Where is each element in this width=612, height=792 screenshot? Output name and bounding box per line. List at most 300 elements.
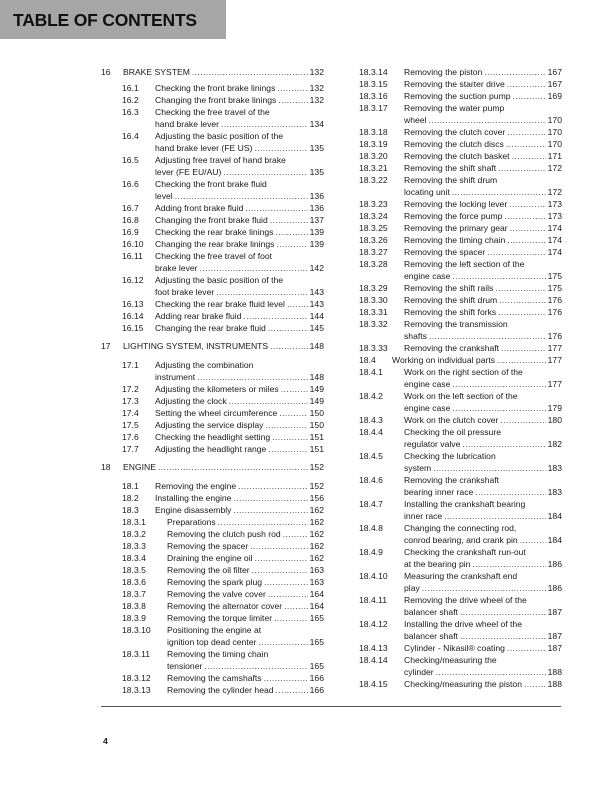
toc-page-number: 144 [309,311,324,321]
dot-leader [284,600,308,612]
toc-entry[interactable] [359,546,562,570]
toc-entry-number: 18.4.4 [359,427,383,437]
toc-entry-title: Removing the shift drum [404,295,498,305]
toc-page-number: 143 [309,299,324,309]
toc-entry-title: Changing the rear brake linings [155,239,275,249]
toc-entry[interactable] [101,528,324,540]
toc-entry-title: Removing the timing chain [167,649,269,659]
dot-leader [513,90,546,102]
toc-entry-title: cylinder [404,667,434,677]
toc-entry-number: 17.7 [122,444,139,454]
toc-entry-number: 18.3.30 [359,295,388,305]
toc-entry-title: Removing the clutch push rod [167,529,281,539]
toc-entry-number: 18.4.15 [359,679,388,689]
dot-leader [223,166,307,178]
footer-divider [101,706,561,707]
toc-entry-number: 18.4.3 [359,415,383,425]
toc-entry[interactable] [359,246,562,258]
toc-page-number: 164 [309,589,324,599]
toc-page-number: 174 [547,235,562,245]
toc-entry-number: 18.3.13 [122,685,151,695]
toc-entry[interactable] [101,395,324,407]
dot-leader [452,270,545,282]
toc-entry[interactable] [101,238,324,250]
dot-leader [498,162,545,174]
toc-entry-title: Removing the spacer [404,247,486,257]
toc-page-number: 186 [547,583,562,593]
toc-entry[interactable] [359,642,562,654]
dot-leader [429,330,546,342]
toc-entry-title: Measuring the crankshaft end [404,571,518,581]
toc-entry-title: hand brake lever (FE US) [155,143,253,153]
dot-leader [460,630,546,642]
toc-entry-title: inner race [404,511,443,521]
toc-entry-number: 18.3.11 [122,649,151,659]
dot-leader [216,286,307,298]
dot-leader [250,540,307,552]
toc-page-number: 132 [309,83,324,93]
toc-entry[interactable] [359,354,562,366]
toc-page-number: 150 [309,420,324,430]
toc-entry[interactable] [359,342,562,354]
toc-entry-title: Checking/measuring the [404,655,497,665]
toc-entry-title: Work on the left section of the [404,391,518,401]
toc-entry-title: Changing the front brake fluid [155,215,268,225]
toc-entry[interactable] [101,480,324,492]
toc-entry[interactable] [101,322,324,334]
toc-page-number: 143 [309,287,324,297]
toc-entry[interactable] [359,450,562,474]
toc-page-number: 187 [547,643,562,653]
toc-entry-number: 16.10 [122,239,144,249]
toc-entry[interactable] [359,474,562,498]
dot-leader [192,66,308,78]
dot-leader [218,516,308,528]
toc-entry-title: Positioning the engine at [167,625,262,635]
dot-leader [436,666,546,678]
toc-entry[interactable] [101,154,324,178]
toc-page-number: 165 [309,661,324,671]
toc-entry-number: 17.1 [122,360,139,370]
toc-entry[interactable] [101,202,324,214]
dot-leader [243,310,307,322]
toc-entry[interactable] [101,461,324,473]
toc-entry-title: Removing the shift forks [404,307,497,317]
toc-entry-title: Checking the free travel of foot [155,251,273,261]
toc-entry-title: Removing the oil filter [167,565,250,575]
toc-entry-title: Changing the connecting rod, [404,523,517,533]
toc-page-number: 151 [309,432,324,442]
dot-leader [500,414,545,426]
toc-entry-title: regulator valve [404,439,461,449]
toc-entry-title: play [404,583,420,593]
dot-leader [495,282,545,294]
toc-entry[interactable] [359,66,562,78]
toc-entry-number: 18.3 [122,505,139,515]
toc-entry-number: 17.6 [122,432,139,442]
toc-entry[interactable] [101,684,324,696]
toc-page-number: 162 [309,517,324,527]
toc-page-number: 186 [547,559,562,569]
toc-entry[interactable] [359,174,562,198]
toc-entry[interactable] [101,106,324,130]
dot-leader [278,94,307,106]
dot-leader [506,138,546,150]
toc-entry-number: 18.3.22 [359,175,388,185]
toc-entry[interactable] [359,678,562,690]
toc-entry[interactable] [101,383,324,395]
toc-page-number: 156 [309,493,324,503]
dot-leader [501,342,546,354]
toc-entry-title: Checking the lubrication [404,451,496,461]
toc-entry-title: Adjusting the combination [155,360,254,370]
toc-page-number: 170 [547,139,562,149]
toc-page-number: 135 [309,143,324,153]
dot-leader [245,202,307,214]
toc-entry-number: 17.3 [122,396,139,406]
toc-page-number: 162 [309,541,324,551]
toc-entry[interactable] [101,178,324,202]
dot-leader [524,678,546,690]
toc-entry-title: system [404,463,432,473]
toc-page-number: 135 [309,167,324,177]
toc-page-number: 174 [547,223,562,233]
toc-left-column [101,66,324,696]
toc-entry-number: 18.4.10 [359,571,388,581]
toc-entry[interactable] [359,258,562,282]
dot-leader [158,461,308,473]
toc-page-number: 175 [547,283,562,293]
toc-entry[interactable] [359,390,562,414]
dot-leader [255,552,308,564]
dot-leader [268,322,308,334]
toc-entry-number: 16.8 [122,215,139,225]
toc-entry[interactable] [101,576,324,588]
toc-entry-title: brake lever [155,263,198,273]
toc-entry-number: 18.3.32 [359,319,388,329]
toc-entry[interactable] [101,443,324,455]
toc-page-number: 182 [547,439,562,449]
toc-entry-title: Working on individual parts [392,355,496,365]
toc-entry[interactable] [101,298,324,310]
toc-entry[interactable] [359,570,562,594]
toc-entry[interactable] [359,282,562,294]
toc-entry[interactable] [101,359,324,383]
dot-leader [475,486,545,498]
toc-entry[interactable] [101,612,324,624]
toc-entry[interactable] [359,162,562,174]
toc-entry[interactable] [359,210,562,222]
toc-entry-number: 18.4 [359,355,376,365]
toc-entry[interactable] [101,552,324,564]
dot-leader [276,238,307,250]
toc-page-number: 177 [547,379,562,389]
toc-entry[interactable] [359,426,562,450]
dot-leader [233,504,307,516]
toc-entry[interactable] [359,102,562,126]
dot-leader [422,582,546,594]
toc-entry-title: Checking the oil pressure [404,427,501,437]
toc-entry-number: 18.4.6 [359,475,383,485]
toc-entry[interactable] [359,618,562,642]
toc-entry-title: Removing the force pump [404,211,503,221]
dot-leader [444,510,545,522]
toc-entry-title: BRAKE SYSTEM [123,67,190,77]
toc-page-number: 170 [547,115,562,125]
toc-page-number: 176 [547,331,562,341]
toc-entry[interactable] [101,82,324,94]
dot-leader [497,354,546,366]
toc-page-number: 152 [309,481,324,491]
toc-entry-title: Setting the wheel circumference [155,408,278,418]
dot-leader [498,306,545,318]
dot-leader [433,462,545,474]
toc-entry[interactable] [101,274,324,298]
dot-leader [264,672,308,684]
toc-entry[interactable] [359,318,562,342]
toc-entry-title: Adjusting free travel of hand brake [155,155,286,165]
dot-leader [229,395,308,407]
toc-entry[interactable] [101,250,324,274]
dot-leader [428,114,545,126]
toc-entry-title: locating unit [404,187,450,197]
toc-entry-title: lever (FE EU/AU) [155,167,222,177]
dot-leader [507,642,546,654]
dot-leader [233,492,307,504]
toc-page-number: 174 [547,247,562,257]
toc-entry-title: Removing the timing chain [404,235,506,245]
toc-entry-title: Removing the engine [155,481,237,491]
toc-entry[interactable] [101,600,324,612]
toc-entry[interactable] [359,90,562,102]
dot-leader [499,294,546,306]
toc-entry[interactable] [359,234,562,246]
toc-page-number: 139 [309,227,324,237]
toc-entry-number: 18.3.21 [359,163,388,173]
toc-entry-number: 18.3.7 [122,589,146,599]
toc-entry-title: Removing the drive wheel of the [404,595,527,605]
toc-page-number: 184 [547,535,562,545]
toc-entry-title: Removing the spacer [167,541,249,551]
toc-entry-number: 18.3.1 [122,517,146,527]
toc-entry-number: 16.11 [122,251,143,261]
toc-entry-title: Removing the suction pump [404,91,511,101]
toc-entry-number: 18.3.26 [359,235,388,245]
toc-entry[interactable] [101,648,324,672]
toc-entry-number: 18.4.7 [359,499,383,509]
toc-entry-number: 16.6 [122,179,139,189]
toc-entry[interactable] [101,419,324,431]
toc-entry-number: 16.13 [122,299,144,309]
dot-leader [512,150,546,162]
toc-page-number: 152 [309,462,324,472]
toc-entry-title: ignition top dead center [167,637,257,647]
toc-entry-title: Checking the rear brake linings [155,227,274,237]
toc-entry[interactable] [101,214,324,226]
toc-entry-title: Changing the rear brake fluid [155,323,266,333]
toc-page-number: 148 [309,372,324,382]
toc-entry-number: 18.3.5 [122,565,146,575]
toc-entry-number: 18.3.20 [359,151,388,161]
toc-page-number: 136 [309,191,324,201]
toc-entry-title: Preparations [167,517,216,527]
toc-entry[interactable] [101,672,324,684]
toc-entry-number: 18.3.25 [359,223,388,233]
toc-entry[interactable] [101,130,324,154]
toc-entry[interactable] [359,654,562,678]
toc-entry[interactable] [101,492,324,504]
toc-entry[interactable] [359,414,562,426]
toc-entry[interactable] [359,366,562,390]
toc-entry-number: 16.4 [122,131,139,141]
toc-entry[interactable] [101,66,324,78]
dot-leader [175,190,308,202]
toc-page-number: 177 [547,355,562,365]
toc-entry-title: Removing the shift drum [404,175,498,185]
toc-page-number: 164 [309,601,324,611]
toc-entry[interactable] [101,624,324,648]
toc-entry-number: 18.1 [122,481,139,491]
toc-entry-title: Removing the primary gear [404,223,508,233]
dot-leader [238,480,307,492]
toc-entry-title: Removing the camshafts [167,673,262,683]
toc-entry[interactable] [101,407,324,419]
dot-leader [197,371,308,383]
toc-entry[interactable] [359,126,562,138]
toc-entry-title: Checking the rear brake fluid level [155,299,285,309]
toc-entry-number: 18.4.13 [359,643,388,653]
toc-entry-title: Removing the valve cover [167,589,266,599]
toc-entry[interactable] [359,498,562,522]
toc-entry-number: 18.3.18 [359,127,388,137]
toc-entry-number: 18.3.8 [122,601,146,611]
toc-entry[interactable] [101,540,324,552]
dot-leader [276,684,308,696]
toc-entry-number: 16.2 [122,95,139,105]
toc-entry[interactable] [101,564,324,576]
toc-entry[interactable] [101,340,324,352]
toc-page-number: 177 [547,343,562,353]
dot-leader [452,186,546,198]
toc-entry-number: 18.3.28 [359,259,388,269]
toc-entry-title: engine case [404,403,451,413]
toc-page-number: 171 [547,151,562,161]
toc-entry[interactable] [101,310,324,322]
toc-entry-number: 18.3.24 [359,211,388,221]
toc-page-number: 170 [547,127,562,137]
toc-entry[interactable] [359,306,562,318]
toc-entry-title: Changing the front brake linings [155,95,277,105]
toc-entry-number: 18.3.14 [359,67,388,77]
page-number: 4 [103,736,108,746]
toc-entry[interactable] [101,588,324,600]
toc-entry-title: Removing the crankshaft [404,475,500,485]
toc-entry-number: 16.14 [122,311,144,321]
dot-leader [287,298,308,310]
toc-entry-title: Removing the clutch discs [404,139,504,149]
toc-page-number: 187 [547,607,562,617]
toc-page-number: 172 [547,163,562,173]
toc-page-number: 176 [547,307,562,317]
toc-entry[interactable] [359,78,562,90]
toc-entry-title: foot brake lever [155,287,215,297]
toc-entry-number: 16.3 [122,107,139,117]
toc-entry[interactable] [101,226,324,238]
toc-entry-number: 16 [101,67,111,77]
toc-entry-title: Checking/measuring the piston [404,679,522,689]
dot-leader [452,402,545,414]
toc-entry-title: Removing the cylinder head [167,685,274,695]
toc-entry[interactable] [359,198,562,210]
toc-entry-title: Adjusting the basic position of the [155,275,284,285]
toc-entry-number: 18.3.2 [122,529,146,539]
toc-entry-title: Adjusting the clock [155,396,227,406]
dot-leader [277,82,307,94]
toc-entry-title: Removing the shift rails [404,283,494,293]
dot-leader [509,198,545,210]
toc-entry-number: 18.2 [122,493,139,503]
toc-entry[interactable] [101,431,324,443]
toc-page-number: 137 [309,215,324,225]
toc-entry[interactable] [101,504,324,516]
toc-entry-title: Installing the engine [155,493,232,503]
toc-page-number: 162 [309,529,324,539]
toc-page-number: 162 [309,505,324,515]
toc-entry-title: Engine disassembly [155,505,232,515]
toc-page-number: 166 [309,673,324,683]
dot-leader [275,226,307,238]
dot-leader [200,262,308,274]
dot-leader [258,636,307,648]
toc-entry-title: instrument [155,372,196,382]
toc-page-number: 149 [309,396,324,406]
dot-leader [252,564,308,576]
toc-page-number: 142 [309,263,324,273]
toc-entry-number: 16.15 [122,323,144,333]
toc-page-number: 163 [309,565,324,575]
toc-page-number: 132 [309,95,324,105]
toc-page-number: 184 [547,511,562,521]
dot-leader [254,142,307,154]
toc-entry-title: at the bearing pin [404,559,471,569]
toc-entry[interactable] [101,94,324,106]
toc-entry[interactable] [359,222,562,234]
toc-entry-number: 16.5 [122,155,139,165]
toc-entry[interactable] [101,516,324,528]
toc-entry[interactable] [359,150,562,162]
toc-entry-number: 17.4 [122,408,139,418]
toc-page-number: 183 [547,487,562,497]
dot-leader [510,222,546,234]
dot-leader [221,118,308,130]
toc-entry-title: wheel [404,115,427,125]
toc-entry[interactable] [359,138,562,150]
toc-entry-number: 18.3.15 [359,79,388,89]
toc-entry-title: Removing the alternator cover [167,601,283,611]
toc-page-number: 165 [309,637,324,647]
toc-entry-number: 18.4.12 [359,619,388,629]
toc-entry-title: Removing the locking lever [404,199,508,209]
toc-entry[interactable] [359,522,562,546]
dot-leader [279,407,307,419]
toc-page-number: 132 [309,67,324,77]
toc-page-number: 183 [547,463,562,473]
toc-entry-number: 18.3.23 [359,199,388,209]
toc-entry[interactable] [359,294,562,306]
toc-entry[interactable] [359,594,562,618]
dot-leader [272,431,308,443]
dot-leader [268,443,307,455]
